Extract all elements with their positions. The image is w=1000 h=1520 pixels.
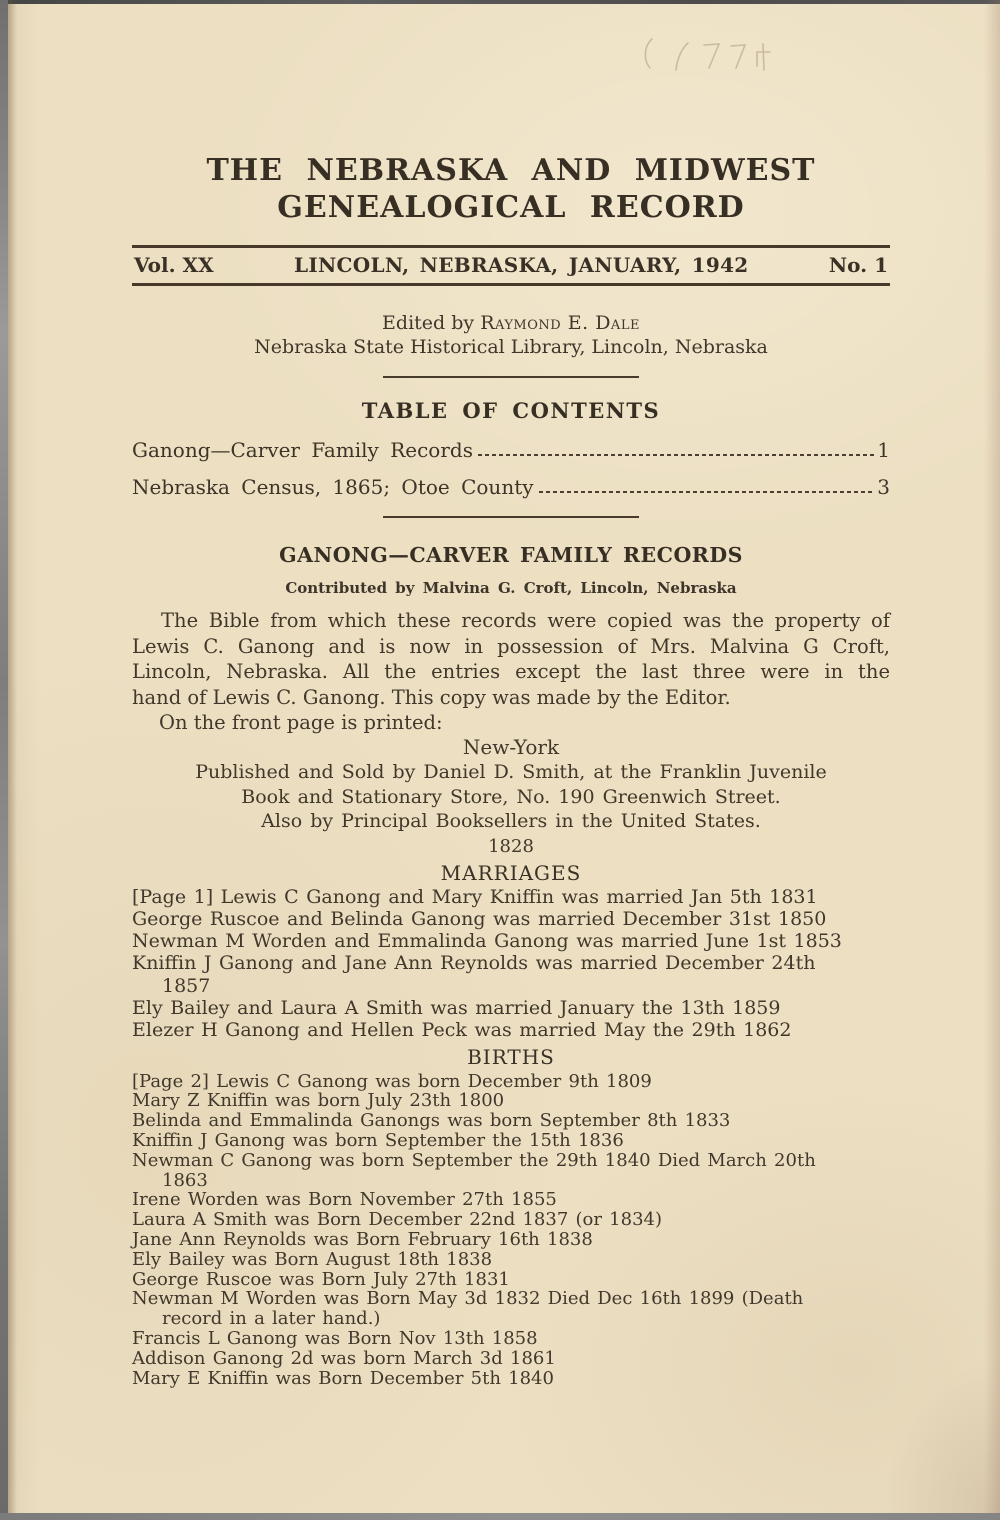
birth-record-line: 1863 <box>162 1169 208 1191</box>
marriage-record-line: [Page 1] Lewis C Ganong and Mary Kniffin was married Jan 5th 1831 <box>132 885 818 908</box>
toc-entry <box>132 475 890 499</box>
edited-by-line <box>132 311 890 335</box>
masthead <box>132 152 890 226</box>
imprint-line: Published and Sold by Daniel D. Smith, at the Franklin Juvenile <box>195 761 827 783</box>
article-intro-paragraph <box>132 608 890 710</box>
birth-record-line: Newman C Ganong was born September the 29th 1840 Died March 20th <box>132 1149 816 1171</box>
toc-heading: TABLE OF CONTENTS <box>361 398 661 423</box>
toc-leader-dots <box>539 491 876 493</box>
birth-record-line: Irene Worden was Born November 27th 1855 <box>132 1189 557 1211</box>
imprint-line: Book and Stationary Store, No. 190 Greenwich Street. <box>241 785 781 808</box>
birth-record-line: Francis L Ganong was Born Nov 13th 1858 <box>132 1327 538 1349</box>
bible-imprint <box>132 735 890 858</box>
editor-affiliation: Nebraska State Historical Library, Lincoln, Nebraska <box>254 336 768 358</box>
birth-record-line: Belinda and Emmalinda Ganongs was born September 8th 1833 <box>132 1110 731 1132</box>
editor-block <box>132 311 890 359</box>
marriage-record-line: Newman M Worden and Emmalinda Ganong was married June 1st 1853 <box>132 930 842 953</box>
birth-record-line: George Ruscoe was Born July 27th 1831 <box>132 1268 510 1290</box>
marriage-record-line: 1857 <box>162 974 211 997</box>
volume-label: Vol. XX <box>134 253 214 277</box>
marriage-record-line: Elezer H Ganong and Hellen Peck was married May the 29th 1862 <box>132 1019 792 1042</box>
scan-edge-bottom <box>0 1513 1000 1520</box>
birth-record-line: Mary Z Kniffin was born July 23th 1800 <box>132 1090 505 1112</box>
birth-record-line: Jane Ann Reynolds was Born February 16th 1838 <box>132 1228 593 1250</box>
birth-record-line: Newman M Worden was Born May 3d 1832 Died Dec 16th 1899 (Death <box>132 1288 804 1310</box>
toc-entry-page: 1 <box>877 438 890 462</box>
page-content <box>132 0 890 1388</box>
marriage-record-line: George Ruscoe and Belinda Ganong was married December 31st 1850 <box>132 907 827 930</box>
paragraph-line: hand of Lewis C. Ganong. This copy was made by the Editor. <box>132 685 731 709</box>
paragraph-line: Lincoln, Nebraska. All the entries except the last three were in the <box>132 660 890 683</box>
marriage-record-line: Kniffin J Ganong and Jane Ann Reynolds was married December 24th <box>132 952 816 975</box>
rule-below-issue <box>132 283 890 286</box>
birth-record-line: Laura A Smith was Born December 22nd 1837 (or 1834) <box>132 1209 663 1231</box>
paragraph-line: The Bible from which these records were copied was the property of <box>161 609 890 632</box>
editor-name: Raymond E. Dale <box>480 312 640 334</box>
divider-above-toc <box>383 376 639 378</box>
toc-entries <box>132 438 890 499</box>
journal-title-line1: THE NEBRASKA AND MIDWEST <box>206 153 816 188</box>
divider-below-toc <box>383 516 639 518</box>
toc-entry <box>132 438 890 462</box>
birth-record-line: Mary E Kniffin was Born December 5th 1840 <box>132 1367 554 1389</box>
marriage-records <box>132 886 890 1042</box>
marriages-heading: MARRIAGES <box>440 860 582 885</box>
front-page-note: On the front page is printed: <box>159 711 443 734</box>
birth-record-line: record in a later hand.) <box>162 1308 381 1330</box>
number-label: No. 1 <box>828 253 888 277</box>
birth-record-line: Kniffin J Ganong was born September the 15th 1836 <box>132 1129 624 1151</box>
birth-records <box>132 1072 890 1389</box>
page-corner-shade <box>880 1360 1000 1520</box>
toc-entry-title: Ganong—Carver Family Records <box>132 438 473 462</box>
issue-info-row <box>132 248 890 283</box>
page-edge-right-shadow <box>984 0 1000 1520</box>
paragraph-line: Lewis C. Ganong and is now in possession of Mrs. Malvina G Croft, <box>132 634 890 658</box>
birth-record-line: [Page 2] Lewis C Ganong was born December 9th 1809 <box>132 1070 652 1092</box>
imprint-place: New-York <box>462 735 560 759</box>
article-heading: GANONG—CARVER FAMILY RECORDS <box>279 543 743 567</box>
imprint-lines <box>132 760 890 834</box>
issue-place-date: LINCOLN, NEBRASKA, JANUARY, 1942 <box>293 253 749 277</box>
article-byline: Contributed by Malvina G. Croft, Lincoln, Nebraska <box>285 579 737 597</box>
toc-leader-dots <box>478 454 875 456</box>
journal-title-line2: GENEALOGICAL RECORD <box>277 190 745 225</box>
imprint-year: 1828 <box>488 835 534 857</box>
imprint-line: Also by Principal Booksellers in the United States. <box>261 810 761 832</box>
edited-by-prefix: Edited by <box>382 312 481 334</box>
marriage-record-line: Ely Bailey and Laura A Smith was married January the 13th 1859 <box>132 996 781 1019</box>
birth-record-line: Ely Bailey was Born August 18th 1838 <box>132 1248 493 1270</box>
births-heading: BIRTHS <box>467 1044 555 1069</box>
toc-entry-page: 3 <box>877 475 890 499</box>
birth-record-line: Addison Ganong 2d was born March 3d 1861 <box>132 1347 556 1369</box>
toc-entry-title: Nebraska Census, 1865; Otoe County <box>132 475 534 499</box>
scan-edge-left <box>0 0 8 1520</box>
